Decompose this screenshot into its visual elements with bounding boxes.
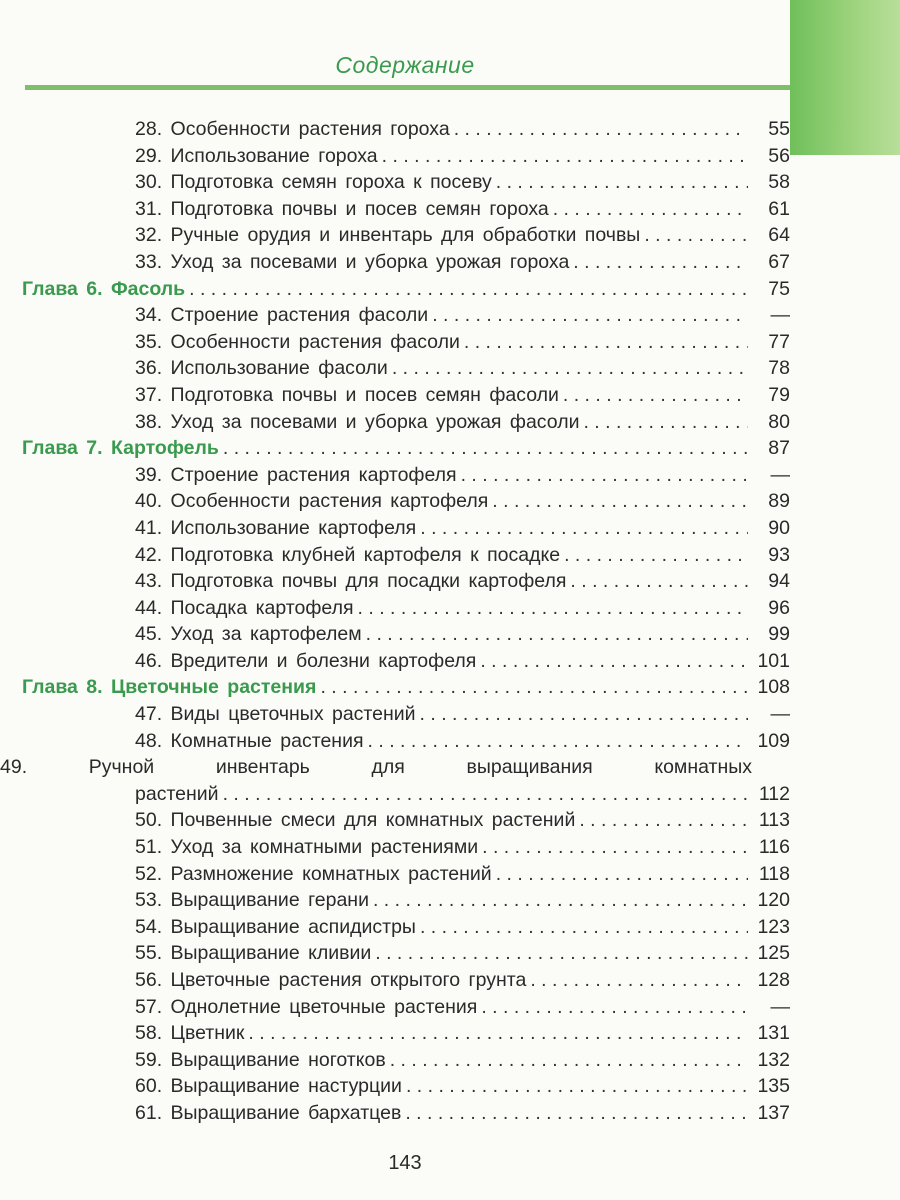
toc-page-number: 123 [757,915,790,938]
dot-leader [579,807,748,834]
dot-leader [420,701,748,728]
toc-entry-title: 51. Уход за комнатными растениями [135,836,479,859]
dot-leader [570,568,748,595]
toc-entry [0,940,790,967]
dot-leader [432,302,748,329]
dot-leader [392,355,748,382]
toc-entry [0,249,790,276]
toc-entry-title: 42. Подготовка клубней картофеля к посадке [135,543,561,566]
toc-page-number: — [770,703,790,726]
dot-leader [496,861,748,888]
toc-entry [0,329,790,356]
toc-entry [0,116,790,143]
toc-entry [0,302,790,329]
toc-page-number: 64 [768,224,790,247]
dot-leader [644,222,748,249]
toc-entry [0,595,790,622]
dot-leader [492,488,748,515]
toc-entry-title: 58. Цветник [135,1022,245,1045]
dot-leader [223,435,748,462]
toc-page-number: 75 [768,277,790,300]
toc-entry [0,1100,790,1127]
toc-page-number: 101 [757,649,790,672]
dot-leader [382,143,748,170]
toc-entry-title: Глава 8. Цветочные растения [22,676,317,699]
toc-entry-title: 46. Вредители и болезни картофеля [135,649,477,672]
dot-leader [496,169,748,196]
dot-leader [375,940,748,967]
toc-page-number: — [770,995,790,1018]
toc-entry [0,1020,790,1047]
dot-leader [223,781,748,808]
toc-entry [0,196,790,223]
toc-entry-title: 59. Выращивание ноготков [135,1048,386,1071]
toc-page-number: — [770,304,790,327]
dot-leader [530,967,748,994]
toc-entry-title: 49. Ручной инвентарь для выращивания комнатных [0,756,752,779]
dot-leader [366,621,748,648]
toc-entry-title: 55. Выращивание кливии [135,942,372,965]
toc-entry [0,861,790,888]
toc-page-number: 94 [768,570,790,593]
toc-page-number: 90 [768,516,790,539]
toc-entry-title: 41. Использование картофеля [135,516,417,539]
toc-chapter-heading [0,674,790,701]
dot-leader [573,249,748,276]
toc-entry-title: 33. Уход за посевами и уборка урожая гороха [135,250,570,273]
toc-entry [0,169,790,196]
toc-page-number: 56 [768,144,790,167]
toc-page-number: 113 [758,809,790,832]
toc-entry [0,143,790,170]
toc-page-number: 79 [768,383,790,406]
toc-page-number: 55 [768,118,790,140]
toc-entry-title: Глава 6. Фасоль [22,277,186,300]
toc-chapter-heading [0,435,790,462]
toc-page-number: 118 [758,862,790,885]
toc-entry-title: 47. Виды цветочных растений [135,703,416,726]
toc-page-number: 78 [768,357,790,380]
toc-entry [0,1073,790,1100]
toc-page-number: 112 [758,782,790,805]
toc-entry [0,515,790,542]
page-number: 143 [388,1152,422,1174]
toc-entry-title: 52. Размножение комнатных растений [135,862,492,885]
toc-entry-title: 60. Выращивание настурции [135,1075,402,1098]
dot-leader [454,116,748,143]
dot-leader [390,1047,748,1074]
toc-entry [0,887,790,914]
toc-entry-title: 40. Особенности растения картофеля [135,490,489,513]
dot-leader [368,728,748,755]
dot-leader [564,542,748,569]
toc-entry-title: 36. Использование фасоли [135,357,388,380]
toc-page-number: 87 [768,437,790,460]
toc-entry-title: 57. Однолетние цветочные растения [135,995,478,1018]
toc-entry [0,222,790,249]
dot-leader [406,1073,748,1100]
dot-leader [420,515,748,542]
toc-entry [0,382,790,409]
dot-leader [583,409,748,436]
toc-page-number: 96 [768,596,790,619]
header-divider [25,85,790,90]
toc-entry [0,568,790,595]
toc-page-number: 108 [757,676,790,699]
toc-entry [0,542,790,569]
toc-entry-title: 48. Комнатные растения [135,729,364,752]
toc-entry [0,462,790,489]
toc-entry [0,834,790,861]
toc-entry-title: 53. Выращивание герани [135,889,369,912]
toc-entry [0,355,790,382]
toc-entry-title: 50. Почвенные смеси для комнатных растений [135,809,576,832]
dot-leader [482,834,748,861]
toc-page-number: 116 [758,836,790,859]
dot-leader [405,1100,748,1127]
toc-page-number: 58 [768,171,790,194]
toc-page-number: 132 [757,1048,790,1071]
dot-leader [480,648,748,675]
toc-page-number: 120 [757,889,790,912]
toc-entry [0,914,790,941]
toc-entry-title: 38. Уход за посевами и уборка урожая фасоли [135,410,580,433]
dot-leader [464,329,748,356]
toc-entry [0,807,790,834]
toc-page-number: 99 [768,623,790,646]
toc-entry [0,621,790,648]
toc-entry [0,488,790,515]
dot-leader [553,196,748,223]
toc-entry-title: 32. Ручные орудия и инвентарь для обработки почвы [135,224,641,247]
toc-entry-title: 29. Использование гороха [135,144,378,167]
toc-entry-title: 61. Выращивание бархатцев [135,1101,402,1124]
toc-entry [0,754,790,781]
toc-entry-title: растений [135,782,219,805]
toc-entry [0,994,790,1021]
toc-entry-title: 44. Посадка картофеля [135,596,354,619]
toc-entry [0,967,790,994]
toc-entry-title: 43. Подготовка почвы для посадки картофеля [135,570,567,593]
toc-entry-title: 54. Выращивание аспидистры [135,915,416,938]
dot-leader [189,276,748,303]
toc-entry-title: 56. Цветочные растения открытого грунта [135,969,527,991]
toc-entry-title: 37. Подготовка почвы и посев семян фасоли [135,383,559,406]
toc-entry [0,701,790,728]
toc-page-number: 61 [768,197,790,220]
toc-page-number: 128 [757,969,790,991]
dot-leader [481,994,748,1021]
dot-leader [320,674,748,701]
toc-entry-title: 35. Особенности растения фасоли [135,330,460,353]
dot-leader [358,595,748,622]
toc-page-number: 125 [757,942,790,965]
toc-page-number: 131 [757,1022,790,1045]
toc-page-number: — [770,463,790,486]
toc-page-number: 89 [768,490,790,513]
toc-page-number: 93 [768,543,790,566]
toc-page-number: 80 [768,410,790,433]
dot-leader [461,462,748,489]
toc-entry-title: Глава 7. Картофель [22,437,219,460]
dot-leader [563,382,748,409]
toc-entry [0,648,790,675]
toc-entry-title: 31. Подготовка почвы и посев семян гороха [135,197,549,220]
toc-entry-title: 30. Подготовка семян гороха к посеву [135,171,492,194]
toc-entry-title: 39. Строение растения картофеля [135,463,457,486]
toc-entry-title: 28. Особенности растения гороха [135,118,450,140]
toc-page-number: 109 [757,729,790,752]
toc-entry-title: 45. Уход за картофелем [135,623,362,646]
table-of-contents [0,116,790,1127]
dot-leader [420,914,748,941]
toc-page-number: 77 [768,330,790,353]
dot-leader [373,887,748,914]
dot-leader [248,1020,748,1047]
page-title: Содержание [335,52,475,78]
toc-entry [0,728,790,755]
toc-entry-title: 34. Строение растения фасоли [135,304,429,327]
toc-chapter-heading [0,276,790,303]
toc-entry [0,1047,790,1074]
toc-page-number: 67 [768,250,790,273]
toc-page-number: 137 [757,1101,790,1124]
toc-entry [0,409,790,436]
toc-page-number: 135 [757,1075,790,1098]
toc-entry [0,781,790,808]
